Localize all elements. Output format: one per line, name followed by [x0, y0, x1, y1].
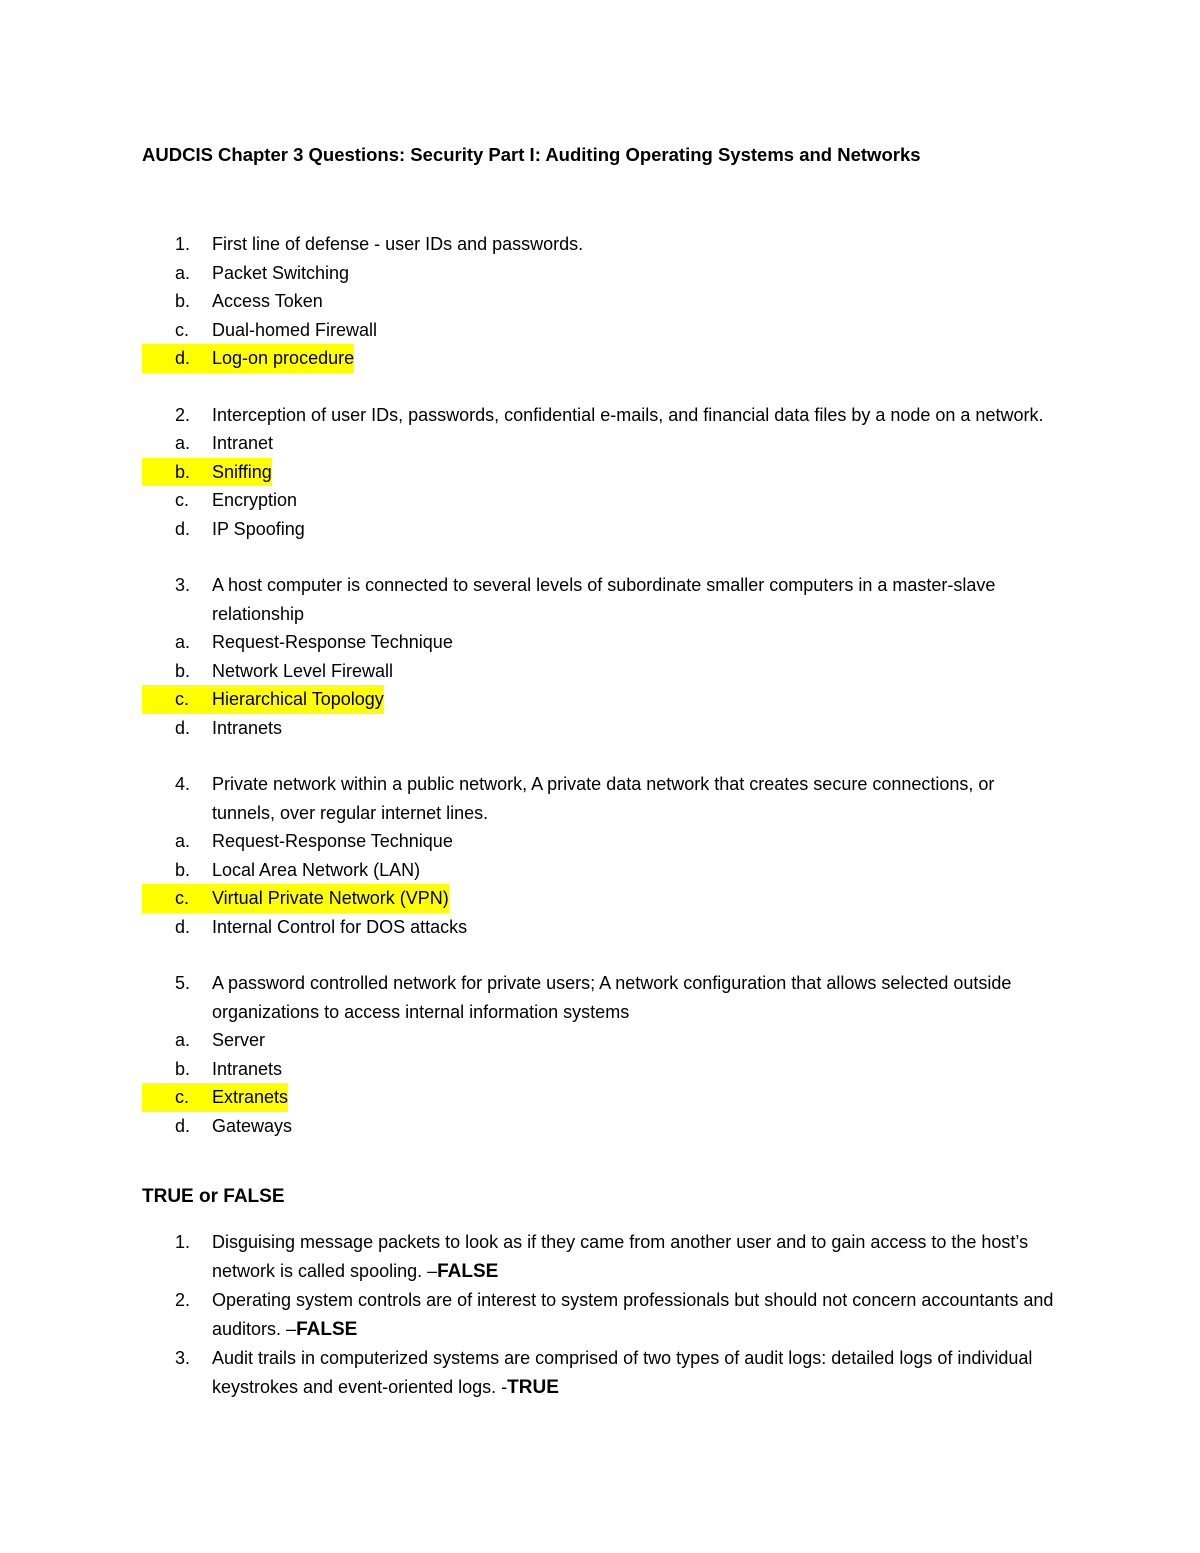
answer-option-row	[142, 685, 1062, 714]
option-text: Extranets	[212, 1087, 289, 1107]
option-letter: d.	[175, 1115, 191, 1136]
option-letter: c.	[175, 689, 190, 709]
answer-highlight	[142, 884, 449, 913]
question-3	[142, 571, 1062, 742]
question-number: 2.	[175, 404, 191, 425]
option-row	[142, 486, 1062, 515]
answer-option-row	[142, 884, 1062, 913]
option-row	[142, 913, 1062, 942]
option-text: Network Level Firewall	[212, 660, 394, 681]
question-number: 5.	[175, 973, 191, 993]
question-stem	[142, 770, 1062, 827]
answer-option-row	[142, 458, 1062, 487]
option-row	[142, 827, 1062, 856]
item-answer: FALSE	[296, 1318, 358, 1340]
question-number: 1.	[175, 234, 191, 254]
option-row	[142, 628, 1062, 657]
question-stem	[142, 969, 1062, 1026]
option-text: Virtual Private Network (VPN)	[212, 888, 449, 908]
option-letter: b.	[175, 660, 191, 681]
option-row	[142, 1112, 1062, 1141]
option-letter: a.	[175, 831, 191, 851]
option-row	[142, 316, 1062, 345]
question-stem	[142, 230, 1062, 259]
question-2	[142, 401, 1062, 544]
question-number: 3.	[175, 575, 191, 595]
true-false-item	[142, 1344, 1062, 1402]
item-number: 1.	[175, 1232, 191, 1252]
answer-highlight	[142, 458, 272, 487]
option-text: Request-Response Technique	[212, 831, 453, 851]
option-letter: b.	[175, 859, 191, 880]
option-letter: c.	[175, 490, 190, 510]
option-letter: c.	[175, 319, 190, 340]
option-row	[142, 657, 1062, 686]
question-text: First line of defense - user IDs and passwords.	[212, 234, 584, 254]
option-text: Intranets	[212, 717, 283, 738]
item-number: 3.	[175, 1348, 191, 1368]
question-4	[142, 770, 1062, 941]
option-row	[142, 287, 1062, 316]
item-answer: TRUE	[507, 1376, 559, 1398]
question-1	[142, 230, 1062, 373]
answer-option-row	[142, 1083, 1062, 1112]
option-row	[142, 259, 1062, 288]
question-text: Interception of user IDs, passwords, confidential e-mails, and financial data files by a node on a network.	[212, 404, 1044, 425]
option-text: Access Token	[212, 291, 323, 311]
item-number: 2.	[175, 1290, 191, 1310]
true-false-item	[142, 1286, 1062, 1344]
item-text: Operating system controls are of interest to system professionals but should not concern accountants and auditors. –	[212, 1290, 1054, 1339]
option-letter: a.	[175, 1030, 191, 1050]
option-text: Internal Control for DOS attacks	[212, 916, 468, 937]
option-text: Dual-homed Firewall	[212, 319, 378, 340]
question-number: 4.	[175, 774, 191, 794]
answer-highlight	[142, 685, 384, 714]
question-stem	[142, 401, 1062, 430]
option-letter: a.	[175, 433, 191, 453]
option-row	[142, 856, 1062, 885]
answer-highlight	[142, 1083, 288, 1112]
question-text: A host computer is connected to several levels of subordinate smaller computers in a master-slave relationship	[212, 575, 996, 624]
option-text: Server	[212, 1030, 266, 1050]
item-text: Audit trails in computerized systems are comprised of two types of audit logs: detailed logs of individual keystrokes and event-oriented logs. -	[212, 1348, 1033, 1397]
option-letter: b.	[175, 291, 191, 311]
item-text: Disguising message packets to look as if they came from another user and to gain access to the host’s network is called spooling. –	[212, 1232, 1029, 1281]
option-text: Intranet	[212, 433, 274, 453]
answer-highlight	[142, 344, 354, 373]
option-row	[142, 1026, 1062, 1055]
option-text: Request-Response Technique	[212, 632, 453, 652]
true-false-item	[142, 1228, 1062, 1286]
option-text: Intranets	[212, 1058, 283, 1079]
true-false-list	[142, 1228, 1062, 1402]
option-text: Hierarchical Topology	[212, 689, 384, 709]
option-letter: d.	[175, 348, 191, 368]
option-row	[142, 429, 1062, 458]
question-list	[142, 230, 1062, 1168]
option-text: Sniffing	[212, 461, 272, 482]
document-title: AUDCIS Chapter 3 Questions: Security Part I: Auditing Operating Systems and Networks	[142, 144, 921, 165]
option-letter: c.	[175, 888, 190, 908]
question-text: A password controlled network for private users; A network configuration that allows selected outside organizations to access internal information systems	[212, 973, 1012, 1022]
answer-option-row	[142, 344, 1062, 373]
option-text: Gateways	[212, 1115, 293, 1136]
option-letter: c.	[175, 1087, 190, 1107]
option-text: Packet Switching	[212, 262, 350, 283]
option-text: Log-on procedure	[212, 348, 355, 368]
item-answer: FALSE	[437, 1260, 499, 1282]
option-letter: d.	[175, 518, 191, 539]
option-row	[142, 1055, 1062, 1084]
option-letter: d.	[175, 717, 191, 738]
option-text: IP Spoofing	[212, 518, 305, 539]
option-letter: b.	[175, 1058, 191, 1079]
option-text: Local Area Network (LAN)	[212, 859, 421, 880]
question-stem	[142, 571, 1062, 628]
option-letter: d.	[175, 916, 191, 937]
option-letter: a.	[175, 262, 191, 283]
question-text: Private network within a public network, A private data network that creates secure connections, or tunnels, over regular internet lines.	[212, 774, 995, 823]
option-row	[142, 515, 1062, 544]
question-5	[142, 969, 1062, 1140]
true-false-heading: TRUE or FALSE	[142, 1186, 285, 1207]
option-row	[142, 714, 1062, 743]
option-text: Encryption	[212, 490, 298, 510]
option-letter: b.	[175, 461, 191, 482]
option-letter: a.	[175, 632, 191, 652]
